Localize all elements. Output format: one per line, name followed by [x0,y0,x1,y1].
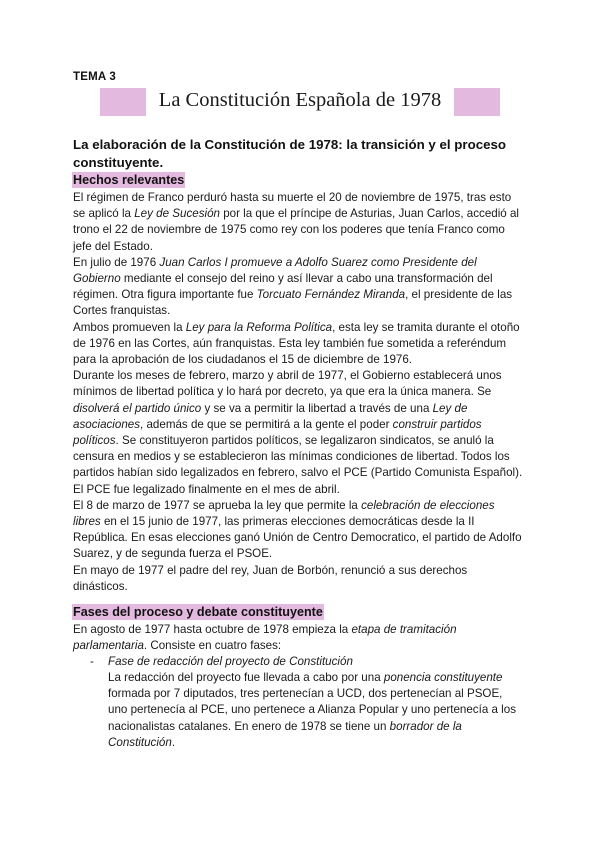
text-run: , esta ley se tramita durante el otoño de 1976 en las Cortes, aún franquistas. Esta ley también fue sometida a referéndum para la aprobación de los ciudadanos el 15 de diciembre de 1976. [73,320,520,367]
text-run: . Consiste en cuatro fases: [143,639,282,653]
text-run: El régimen de Franco perduró hasta su muerte el 20 de noviembre de 1975, tras esto se aplicó la [73,191,512,221]
italic-text: disolverá el partido único [73,401,202,415]
topic-label: TEMA 3 [73,71,116,83]
text-run: . Se constituyeron partidos políticos, se legalizaron sindicatos, se anuló la censura en medios y se establecieron las mínimas condiciones de libertad. Todos los partidos habían sido legalizados en febrero, salvo el PCE (Partido Comunista Español). El PCE fue legalizado finalmente en el mes de abril. [73,434,523,496]
italic-text: Juan Carlos I promueve a Adolfo Suarez como Presidente del Gobierno [73,255,477,286]
bullet-title: Fase de redacción del proyecto de Constitución [108,655,353,668]
text-run: , el presidente de las Cortes franquistas. [73,288,513,318]
paragraph [73,563,523,595]
italic-text: Torcuato Fernández Miranda [256,288,406,302]
text-run: En mayo de 1977 el padre del rey, Juan de Borbón, renunció a sus derechos dinásticos. [73,563,468,593]
italic-text: etapa de tramitación parlamentaria [73,623,457,653]
text-run: mediante el consejo del reino y así llevar a cabo una transformación del régimen. Otra figura importante fue [73,272,493,302]
title-highlight-left [100,88,146,116]
hechos-body [73,190,523,595]
paragraph [73,622,523,654]
text-run: formada por 7 diputados, tres pertenecían a UCD, dos pertenecían al PSOE, uno pertenecía al PCE, uno pertenece a Alianza Popular y uno pertenecía a los nacionalistas catalanes. En enero de 1978 se tiene un [108,687,516,733]
text-run: Ambos promueven la [73,320,186,334]
paragraph [73,368,523,498]
title-banner [100,88,500,116]
paragraph [73,255,523,320]
bullet-body [108,670,520,751]
text-run: por la que el príncipe de Asturias, Juan Carlos, accedió al trono el 22 de noviembre de 1975 como rey con los poderes que tenía Franco como jefe del Estado. [73,207,519,253]
text-run: y se va a permitir la libertad a través de una [201,401,433,415]
text-run: En agosto de 1977 hasta octubre de 1978 empieza la [73,623,352,636]
bullet-marker: - [90,655,94,668]
title-highlight-right [454,88,500,116]
section-heading: La elaboración de la Constitución de 1978: la transición y el proceso constituyente. [73,137,507,170]
paragraph [73,498,523,563]
text-run: La redacción del proyecto fue llevada a cabo por una [108,671,384,684]
subheading-hechos: Hechos relevantes [73,173,185,187]
text-run: En julio de 1976 [73,255,160,269]
text-run: Durante los meses de febrero, marzo y abril de 1977, el Gobierno establecerá unos mínimos de libertad política y lo hará por decreto, ya que era la única manera. Se [73,369,502,399]
italic-text: Ley de Sucesión [134,207,220,221]
subheading-fases: Fases del proceso y debate constituyente [73,605,323,619]
text-run: , además de que se permitirá a la gente el poder [140,417,393,431]
italic-text: celebración de elecciones libres [73,498,495,529]
italic-text: construir partidos políticos [73,417,482,448]
italic-text: Ley para la Reforma Política [185,320,333,334]
italic-text: borrador de la Constitución [108,719,462,749]
fases-intro [73,622,523,654]
text-run: . [171,735,176,749]
italic-text: ponencia constituyente [383,671,503,684]
paragraph [108,670,520,751]
italic-text: Ley de asociaciones [73,401,468,431]
paragraph [73,190,523,255]
text-run: El 8 de marzo de 1977 se aprueba la ley que permite la [73,498,362,512]
text-run: en el 15 junio de 1977, las primeras elecciones democráticas desde la II República. En esas elecciones ganó Unión de Centro Democratico, el partido de Adolfo Suarez, y de segunda fuerza el PSOE. [73,515,522,561]
paragraph [73,320,523,369]
page-title: La Constitución Española de 1978 [158,89,442,111]
